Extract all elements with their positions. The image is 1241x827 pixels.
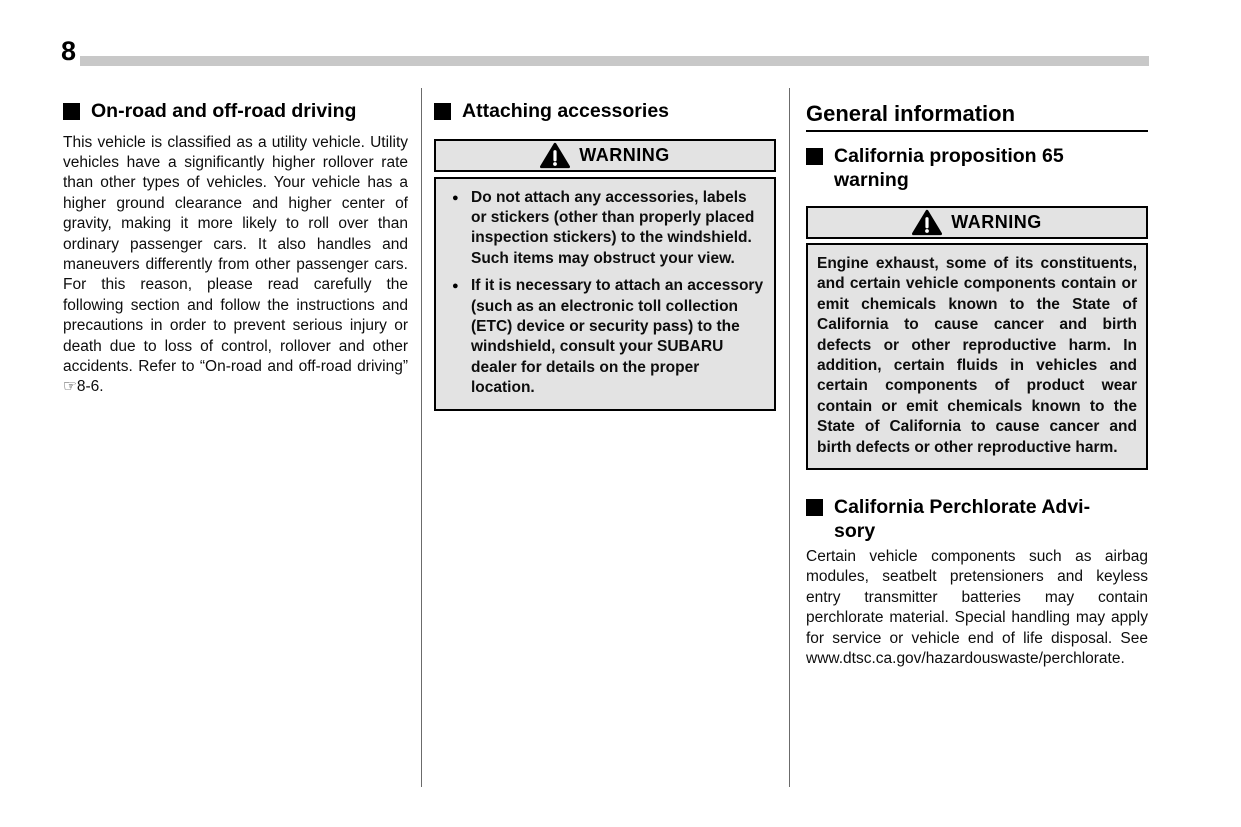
bullet-icon (452, 276, 459, 296)
section-marker-icon (63, 103, 80, 120)
general-information-title: General information (806, 101, 1016, 126)
heading-line: warning (834, 168, 909, 191)
warning-bullet-text: Do not attach any accessories, labels or stickers (other than properly placed inspection stickers) to the windshield. Such items may obstruct your view. (471, 188, 755, 267)
warning-label: WARNING (579, 144, 670, 165)
warning-bullet-text: If it is necessary to attach an accessory (such as an electronic toll collection (ETC) device or security pass) to the windshield, consult your SUBARU dealer for details on the proper location. (471, 277, 764, 397)
section-heading-label (834, 496, 1090, 543)
warning-bullet-item (445, 188, 765, 270)
warning-triangle-icon (912, 209, 942, 236)
heading-line: California Perchlorate Advi- (834, 496, 1091, 519)
header-bar (80, 56, 1149, 66)
section-heading-prop65 (806, 145, 1148, 192)
column-divider-right (789, 88, 790, 787)
column-attaching-accessories (434, 100, 776, 411)
warning-label: WARNING (951, 212, 1042, 232)
heading-line: California proposition 65 (834, 145, 1064, 167)
perchlorate-paragraph: Certain vehicle components such as airbag modules, seatbelt pretensioners and keyless entry transmitter batteries may contain perchlorate material. Special handling may apply for service or vehicle end of life disposal. See www.dtsc.ca.gov/​hazardouswaste/perchlorate. (806, 548, 1148, 668)
page-number: 8 (61, 36, 77, 66)
title-underline (806, 130, 1148, 132)
warning-body-box (434, 177, 776, 411)
warning-header-box (806, 206, 1148, 239)
bullet-icon (452, 188, 459, 208)
section-marker-icon (806, 499, 823, 516)
column-onroad-offroad (63, 100, 408, 398)
section-marker-icon (806, 148, 823, 165)
section-heading-accessories (434, 100, 776, 124)
warning-bullet-item (445, 276, 765, 398)
warning-body-box (806, 243, 1148, 470)
column-general-information (806, 100, 1148, 670)
section-marker-icon (434, 103, 451, 120)
section-heading-perchlorate (806, 496, 1148, 543)
warning-triangle-icon (540, 142, 570, 169)
column-divider-left (421, 88, 422, 787)
onroad-paragraph: This vehicle is classified as a utility vehicle. Utility vehicles have a significantly higher rollover rate than other types of vehicles. Your vehicle has a higher ground clearance and higher center of gravity, making it more likely to roll over than ordinary passenger cars. It also handles and maneuvers differently from other passenger cars. For this reason, please read carefully the following section and follow the instructions and precautions in order to prevent serious injury or death due to loss of control, rollover and other accidents. Refer to “On-road and off-road driving” ☞8-6. (63, 133, 408, 396)
warning-header-box (434, 139, 776, 172)
section-heading-onroad (63, 100, 408, 124)
prop65-warning-text: Engine exhaust, some of its constituents, and certain vehicle components contain or emit chemicals known to the State of California to cause cancer and birth defects or other reproductive harm. In addition, certain fluids in vehicles and certain components of product wear contain or emit chemicals known to the State of California to cause cancer and birth defects or other reproductive harm. (817, 255, 1137, 456)
heading-line: sory (834, 519, 876, 542)
section-heading-label: On-road and off-road driving (91, 100, 357, 122)
section-heading-label: Attaching accessories (462, 100, 670, 122)
section-heading-label (834, 145, 1064, 192)
